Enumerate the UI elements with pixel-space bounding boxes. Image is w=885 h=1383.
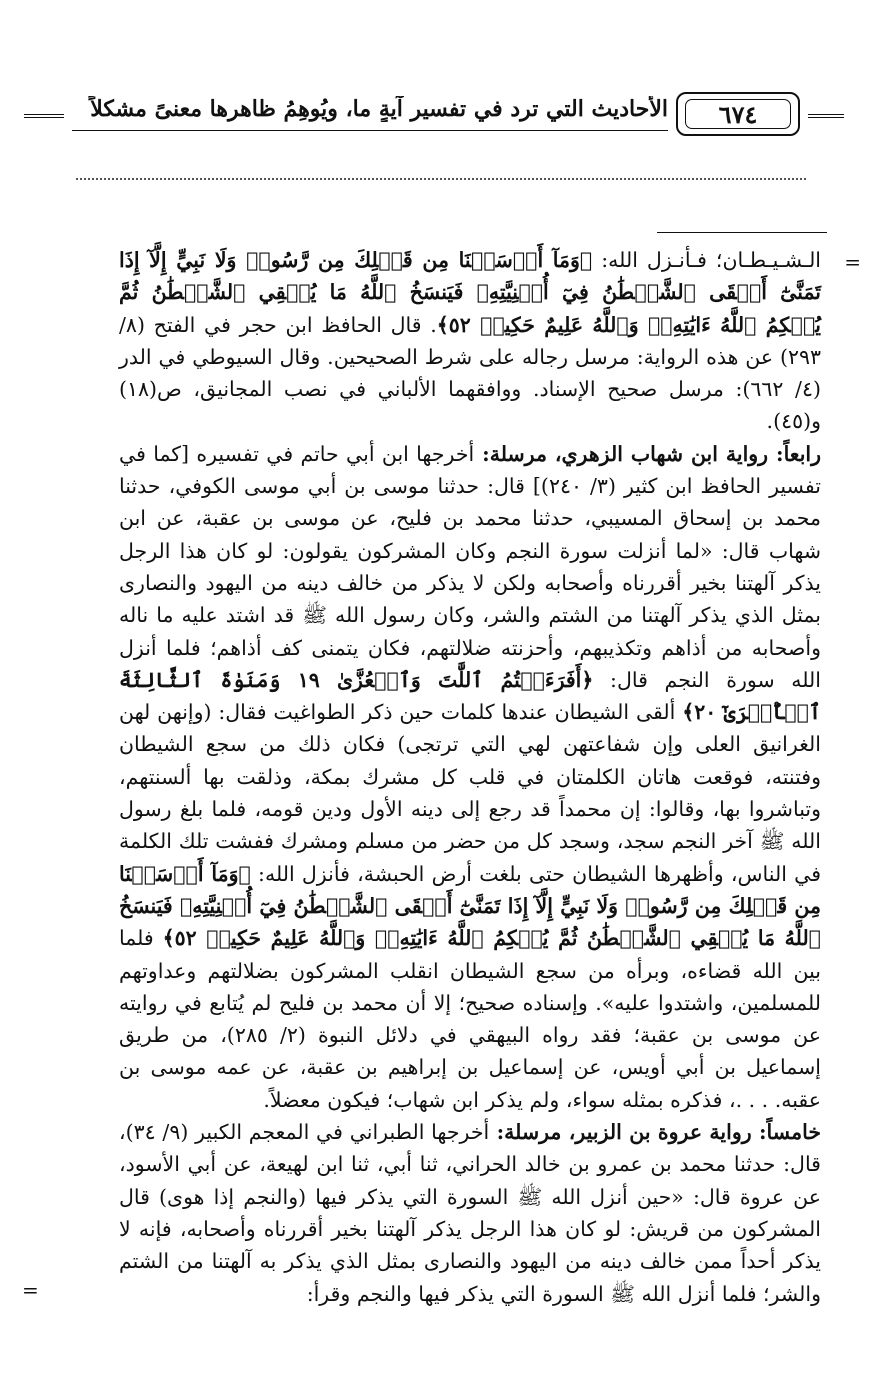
- page-number: ٦٧٤: [685, 99, 791, 129]
- section-heading: رابعاً: رواية ابن شهاب الزهري، مرسلة:: [474, 441, 821, 466]
- header-rule-right: [808, 114, 844, 118]
- running-title: الأحاديث التي ترد في تفسير آيةٍ ما، ويُوهِمُ ظاهرها معنىً مشكلاً: [90, 96, 668, 122]
- section-heading: خامساً: رواية عروة بن الزبير، مرسلة:: [489, 1120, 821, 1145]
- page-number-frame: [676, 92, 800, 136]
- text-run: فلما بين الله قضاءه، وبرأه من سجع الشيطان انقلب المشركون بضلالتهم وعداوتهم للمسلمين، واشتدوا عليه». وإسناده صحيح؛ إلا أن محمد بن فليح لم يُتابع في روايته عن موسى بن عقبة؛ فقد رواه البيهقي في دلائل النبوة (٢/ ٢٨٥)، من طريق إسماعيل بن أبي أويس، عن إسماعيل بن إبراهيم بن عقبة، عن عمه موسى بن عقبه. . . .، فذكره بمثله سواء، ولم يذكر ابن شهاب؛ فيكون معضلاً.: [119, 926, 821, 1112]
- continuation-mark-bottom: =: [22, 1278, 39, 1302]
- dotted-separator: [76, 178, 806, 188]
- text-run: الـشـيـطـان؛ فـأنـزل الله:: [592, 248, 822, 272]
- header-rule-left: [24, 114, 64, 118]
- paragraph: [119, 1116, 821, 1310]
- paragraph: [119, 438, 821, 1116]
- paragraph: [119, 244, 821, 438]
- title-underline: [72, 130, 668, 131]
- page-header: [24, 92, 844, 136]
- text-run: أخرجها ابن أبي حاتم في تفسيره [كما في تفسير الحافظ ابن كثير (٣/ ٢٤٠)] قال: حدثنا موسى بن أبي موسى الكوفي، حدثنا محمد بن إسحاق المسيبي، حدثنا محمد بن فليح، عن موسى بن عقبة، عن ابن شهاب قال: «لما أنزلت سورة النجم وكان المشركون يقولون: لو كان هذا الرجل يذكر آلهتنا بخير أقررناه وأصحابه ولكن لا يذكر من خالف دينه من اليهود والنصارى بمثل الذي يذكر آلهتنا من الشتم والشر، وكان رسول الله ﷺ قد اشتد عليه ما ناله وأصحابه من أذاهم وتكذيبهم، وأحزنته ضلالتهم، فكان يتمنى كف أذاهم؛ فلما أنزل الله سورة النجم قال:: [119, 441, 821, 692]
- text-run: ألقى الشيطان عندها كلمات حين ذكر الطواغيت فقال: (وإنهن لهن الغرانيق العلى وإن شفاعتهن لهي التي ترتجى) فكان ذلك من سجع الشيطان وفتنته، فوقعت هاتان الكلمتان في قلب كل مشرك بمكة، وذلقت بها ألسنتهم، وتباشروا بها، وقالوا: إن محمداً قد رجع إلى دينه الأول ودين قومه، فلما بلغ رسول الله ﷺ آخر النجم سجد، وسجد كل من حضر من مسلم ومشرك ففشت تلك الكلمة في الناس، وأظهرها الشيطان حتى بلغت أرض الحبشة، فأنزل الله:: [119, 700, 822, 886]
- text-run: أخرجها الطبراني في المعجم الكبير (٩/ ٣٤)، قال: حدثنا محمد بن عمرو بن خالد الحراني، ثنا أبي، ثنا ابن لهيعة، عن أبي الأسود، عن عروة قال: «حين أنزل الله ﷺ السورة التي يذكر فيها (والنجم إذا هوى) قال المشركون من قريش: لو كان هذا الرجل يذكر آلهتنا بخير أقررناه وأصحابه، فإنه لا يذكر أحداً ممن خالف دينه من اليهود والنصارى بمثل الذي يذكر به آلهتنا من الشتم والشر؛ فلما أنزل الله ﷺ السورة التي يذكر فيها والنجم وقرأ:: [119, 1120, 821, 1306]
- quran-verse: ﴿وَمَآ أَرۡسَلۡنَا مِن قَبۡلِكَ مِن رَّسُولٖ وَلَا نَبِيٍّ إِلَّآ إِذَا تَمَنَّىٰٓ أَلۡقَى ٱلشَّيۡطَٰنُ فِيٓ أُمۡنِيَّتِهِۦ فَيَنسَخُ ٱللَّهُ مَا يُلۡقِي ٱلشَّيۡطَٰنُ ثُمَّ يُحۡكِمُ ٱللَّهُ ءَايَٰتِهِۦۗ وَٱللَّهُ عَلِيمٌ حَكِيمٞ ٥٢﴾: [119, 248, 821, 337]
- quran-verse: ﴿وَمَآ أَرۡسَلۡنَا مِن قَبۡلِكَ مِن رَّسُولٖ وَلَا نَبِيٍّ إِلَّآ إِذَا تَمَنَّىٰٓ أَلۡقَى ٱلشَّيۡطَٰنُ فِيٓ أُمۡنِيَّتِهِۦ فَيَنسَخُ ٱللَّهُ مَا يُلۡقِي ٱلشَّيۡطَٰنُ ثُمَّ يُحۡكِمُ ٱللَّهُ ءَايَٰتِهِۦۗ وَٱللَّهُ عَلِيمٌ حَكِيمٞ ٥٢﴾: [119, 861, 821, 951]
- text-run: . قال الحافظ ابن حجر في الفتح (٨/ ٢٩٣) عن هذه الرواية: مرسل رجاله على شرط الصحيحين. وقال السيوطي في الدر (٤/ ٦٦٢): مرسل صحيح الإسناد. ووافقهما الألباني في نصب المجانيق، ص(١٨) و(٤٥).: [119, 312, 821, 434]
- continuation-mark-top: =: [844, 250, 861, 274]
- footnote-separator: [657, 232, 827, 233]
- quran-verse: ﴿أَفَرَءَيۡتُمُ ٱللَّٰتَ وَٱلۡعُزَّىٰ ١٩ وَمَنَوٰةَ ٱلثَّالِثَةَ ٱلۡأُخۡرَىٰٓ ٢٠﴾: [119, 667, 821, 725]
- footnote-body: [119, 244, 821, 1310]
